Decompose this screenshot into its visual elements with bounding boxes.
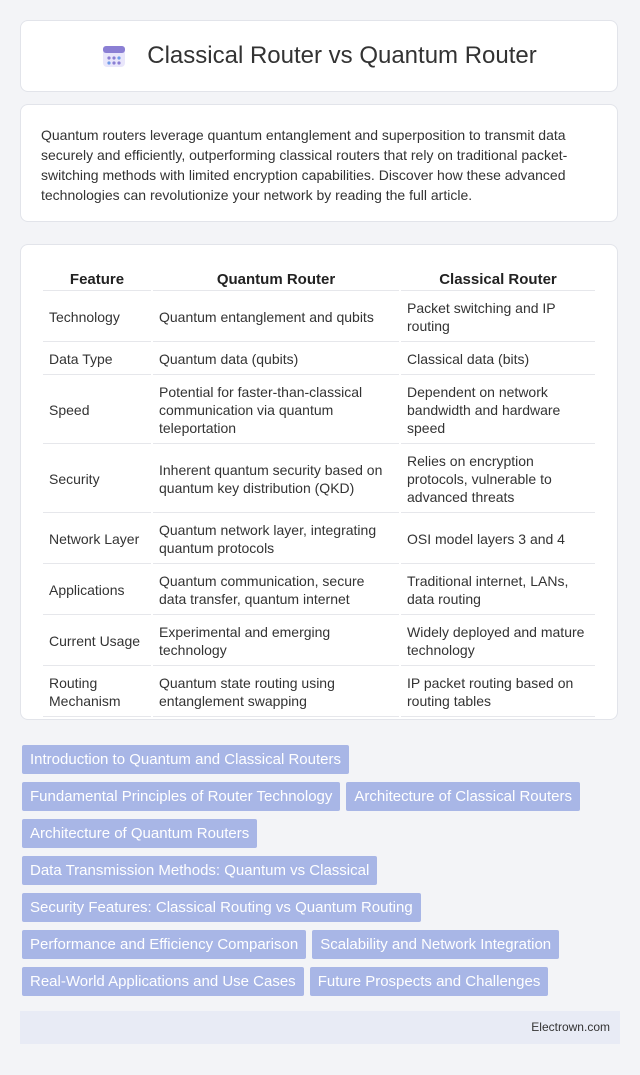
- table-cell: IP packet routing based on routing tables: [401, 668, 595, 717]
- table-cell: Network Layer: [43, 515, 151, 564]
- table-cell: Potential for faster-than-classical communication via quantum teleportation: [153, 377, 399, 444]
- title-card: [20, 20, 618, 92]
- table-cell: Data Type: [43, 344, 151, 375]
- table-cell: Technology: [43, 293, 151, 342]
- tag-link[interactable]: Architecture of Classical Routers: [346, 782, 580, 811]
- table-cell: Dependent on network bandwidth and hardware speed: [401, 377, 595, 444]
- tag-link[interactable]: Performance and Efficiency Comparison: [22, 930, 306, 959]
- table-cell: Security: [43, 446, 151, 513]
- tag-link[interactable]: Architecture of Quantum Routers: [22, 819, 257, 848]
- table-cell: Speed: [43, 377, 151, 444]
- tag-link[interactable]: Introduction to Quantum and Classical Routers: [22, 745, 349, 774]
- intro-text: Quantum routers leverage quantum entanglement and superposition to transmit data securely and efficiently, outperforming classical routers that rely on traditional packet-switching methods with limited encryption capabilities. Discover how these advanced technologies can revolutionize your network by reading the full article.: [41, 127, 568, 203]
- table-cell: Routing Mechanism: [43, 668, 151, 717]
- table-row: [43, 446, 595, 513]
- table-row: [43, 566, 595, 615]
- table-cell: Packet switching and IP routing: [401, 293, 595, 342]
- table-cell: Widely deployed and mature technology: [401, 617, 595, 666]
- table-cell: Quantum entanglement and qubits: [153, 293, 399, 342]
- tag-link[interactable]: Real-World Applications and Use Cases: [22, 967, 304, 996]
- table-cell: Current Usage: [43, 617, 151, 666]
- footer-site: Electrown.com: [531, 1020, 610, 1034]
- table-cell: Quantum communication, secure data transfer, quantum internet: [153, 566, 399, 615]
- header-quantum: Quantum Router: [153, 267, 399, 291]
- tag-link[interactable]: Future Prospects and Challenges: [310, 967, 549, 996]
- table-cell: Inherent quantum security based on quantum key distribution (QKD): [153, 446, 399, 513]
- table-row: [43, 617, 595, 666]
- table-row: [43, 293, 595, 342]
- table-cell: Relies on encryption protocols, vulnerable to advanced threats: [401, 446, 595, 513]
- table-cell: Quantum network layer, integrating quantum protocols: [153, 515, 399, 564]
- tag-link[interactable]: Fundamental Principles of Router Technology: [22, 782, 340, 811]
- comparison-table: [41, 265, 597, 719]
- table-cell: Quantum state routing using entanglement swapping: [153, 668, 399, 717]
- table-cell: OSI model layers 3 and 4: [401, 515, 595, 564]
- table-row: [43, 377, 595, 444]
- table-cell: Experimental and emerging technology: [153, 617, 399, 666]
- header-feature: Feature: [43, 267, 151, 291]
- comparison-table-card: [20, 244, 618, 720]
- table-row: [43, 515, 595, 564]
- table-cell: Classical data (bits): [401, 344, 595, 375]
- header-classical: Classical Router: [401, 267, 595, 291]
- tag-link[interactable]: Scalability and Network Integration: [312, 930, 559, 959]
- footer: [20, 1011, 620, 1044]
- table-row: [43, 344, 595, 375]
- tag-link[interactable]: Security Features: Classical Routing vs Quantum Routing: [22, 893, 421, 922]
- table-cell: Traditional internet, LANs, data routing: [401, 566, 595, 615]
- table-cell: Applications: [43, 566, 151, 615]
- calendar-icon: [101, 43, 127, 69]
- table-header-row: [43, 267, 595, 291]
- topic-tags: [22, 745, 622, 1004]
- table-row: [43, 668, 595, 717]
- page-title: Classical Router vs Quantum Router: [147, 42, 537, 69]
- tag-link[interactable]: Data Transmission Methods: Quantum vs Classical: [22, 856, 377, 885]
- intro-card: [20, 104, 618, 222]
- table-cell: Quantum data (qubits): [153, 344, 399, 375]
